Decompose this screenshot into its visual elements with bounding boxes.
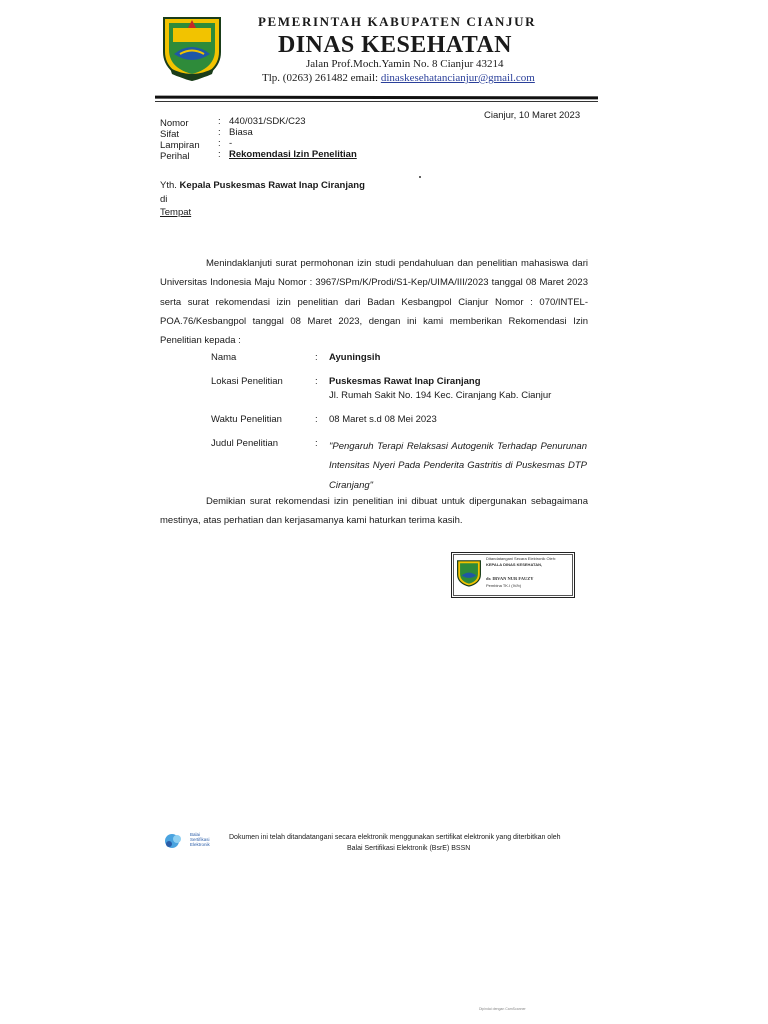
signature-line-2: KEPALA DINAS KESEHATAN, [486, 562, 543, 567]
meta-value-sifat: Biasa [229, 127, 253, 138]
addressee-place: Tempat [160, 207, 192, 218]
meta-colon: : [218, 127, 221, 138]
detail-colon: : [315, 376, 318, 387]
detail-value-waktu: 08 Maret s.d 08 Mei 2023 [329, 414, 437, 425]
detail-colon: : [315, 352, 318, 363]
footer-disclaimer-2: Balai Sertifikasi Elektronik (BsrE) BSSN [347, 845, 471, 852]
closing-paragraph [160, 492, 588, 531]
detail-value-lokasi: Puskesmas Rawat Inap Ciranjang [329, 376, 481, 387]
meta-value-nomor: 440/031/SDK/C23 [229, 116, 306, 127]
electronic-signature-stamp [451, 552, 575, 598]
detail-value-judul: "Pengaruh Terapi Relaksasi Autogenik Terhadap Penurunan Intensitas Nyeri Pada Penderita Gastritis di Puskesmas DTP Ciranjang" [329, 441, 587, 491]
signature-line-3: dr. IRVAN NUR FAUZY [486, 576, 534, 581]
detail-label-nama: Nama [211, 352, 237, 363]
meta-label-sifat: Sifat [160, 129, 180, 140]
meta-colon: : [218, 149, 221, 160]
addressee-prefix: Yth. [160, 180, 180, 191]
scanner-watermark: Dipindai dengan CamScanner [479, 1007, 526, 1011]
header-rule-thin [155, 101, 598, 102]
bsre-label-line: Balai [190, 832, 201, 837]
letter-date: Cianjur, 10 Maret 2023 [484, 110, 581, 121]
meta-value-perihal: Rekomendasi Izin Penelitian [229, 149, 357, 160]
kabupaten-cianjur-logo [160, 14, 224, 82]
bsre-label-line: Sertifikasi [190, 837, 210, 842]
signature-line-1: Ditandatangani Secara Elektronik Oleh: [486, 556, 557, 561]
email-link[interactable]: dinaskesehatancianjur@gmail.com [380, 72, 535, 84]
detail-value-nama: Ayuningsih [329, 352, 381, 363]
detail-label-judul: Judul Penelitian [211, 438, 279, 449]
detail-colon: : [315, 414, 318, 425]
addressee-name: Kepala Puskesmas Rawat Inap Ciranjang [179, 180, 365, 191]
meta-label-lampiran: Lampiran [160, 140, 200, 151]
detail-label-waktu: Waktu Penelitian [211, 414, 282, 425]
meta-label-nomor: Nomor [160, 118, 189, 129]
bsre-label-line: Elektronik [190, 842, 210, 847]
addressee-di: di [160, 194, 168, 205]
closing-text: Demikian surat rekomendasi izin penelitian ini dibuat untuk dipergunakan sebagaimana mestinya, atas perhatian dan kerjasamanya kami haturkan terima kasih. [160, 496, 588, 527]
footer-disclaimer-1: Dokumen ini telah ditandatangani secara elektronik menggunakan sertifikat elektronik yang diterbitkan oleh [229, 834, 561, 841]
bsre-logo-icon [163, 831, 189, 851]
meta-colon: : [218, 138, 221, 149]
government-name: PEMERINTAH KABUPATEN CIANJUR [258, 14, 537, 29]
header-rule-thick [155, 96, 598, 100]
agency-name: DINAS KESEHATAN [278, 32, 512, 58]
meta-value-lampiran: - [229, 138, 233, 149]
speck-mark [419, 176, 421, 178]
detail-colon: : [315, 438, 318, 449]
agency-contact [262, 72, 535, 84]
agency-address: Jalan Prof.Moch.Yamin No. 8 Cianjur 43214 [306, 58, 504, 70]
kabupaten-cianjur-logo-small [456, 559, 482, 587]
bsre-label [190, 832, 210, 847]
signature-line-4: Pembina TK.I (IV/b) [486, 583, 522, 588]
body-text: Menindaklanjuti surat permohonan izin studi pendahuluan dan penelitian mahasiswa dari Universitas Indonesia Maju Nomor : 3967/SPm/K/Prodi/S1-Kep/UIMA/III/2023 tanggal 08 Maret 2023 serta surat rekomendasi izin penelitian dari Badan Kesbangpol Cianjur Nomor : 070/INTEL-POA.76/Kesbangpol tanggal 08 Maret 2023, dengan ini kami memberikan Rekomendasi Izin Penelitian kepada : [160, 258, 588, 347]
detail-label-lokasi: Lokasi Penelitian [211, 376, 283, 387]
meta-label-perihal: Perihal [160, 151, 190, 162]
detail-value-lokasi-alamat: Jl. Rumah Sakit No. 194 Kec. Ciranjang Kab. Cianjur [329, 390, 552, 401]
body-paragraph [160, 254, 588, 350]
phone-text: Tlp. (0263) 261482 email: [262, 72, 379, 84]
meta-colon: : [218, 116, 221, 127]
addressee [160, 180, 365, 191]
